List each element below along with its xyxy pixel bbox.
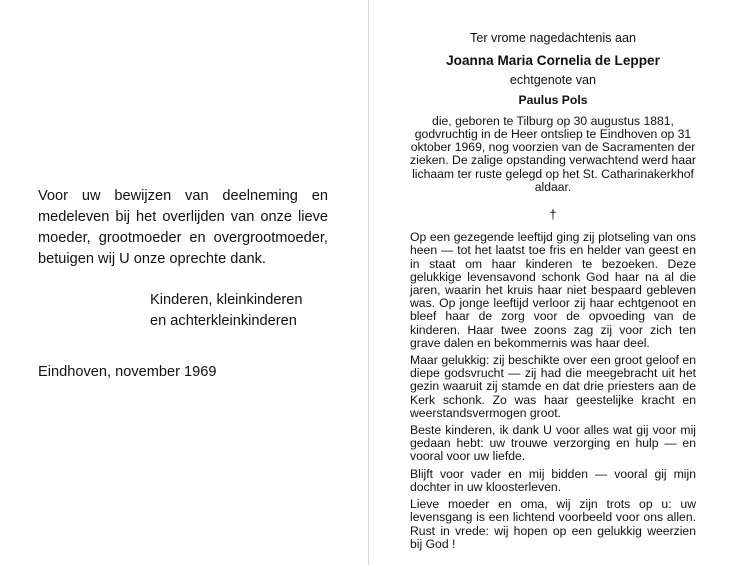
memorial-paragraph: Beste kinderen, ik dank U voor alles wat gij voor mij gedaan hebt: uw trouwe verzorging en hulp — en vooral voor uw liefde. [410,423,696,464]
signature-line-1: Kinderen, kleinkinderen [150,292,303,308]
cross-icon: † [549,207,557,223]
memorial-paragraph: Lieve moeder en oma, wij zijn trots op u: uw levensgang is een lichtend voorbeeld voor ons allen. Rust in vrede: wij hopen op een gelukkig weerzien bij God ! [410,497,696,551]
card-fold-divider [368,0,369,565]
memorial-paragraph: Blijft voor vader en mij bidden — vooral gij mijn dochter in uw kloosterleven. [410,466,696,494]
memory-heading: Ter vrome nagedachtenis aan [470,31,636,45]
signature-line-2: en achterkleinkinderen [150,313,297,329]
thank-you-text: Voor uw bewijzen van deelneming en medeleven bij het overlijden van onze lieve moeder, grootmoeder en overgrootmoeder, betuigen wij U onze oprechte dank. [38,188,328,267]
biography-text: die, geboren te Tilburg op 30 augustus 1881, godvruchtig in de Heer ontsliep te Eindhoven op 31 oktober 1969, nog voorzien van de Sacramenten der zieken. De zalige opstanding verwachtend werd haar lichaam ter ruste gelegd op het St. Catharinakerkhof aldaar. [410,113,696,194]
memorial-paragraph: Op een gezegende leeftijd ging zij plotseling van ons heen — tot het laatst toe fris en helder van geest en in staat om haar kinderen te bezoeken. Deze gelukkige levensavond schonk God haar na al die jaren, waarin het kruis haar niet bespaard gebleven was. Op jonge leeftijd verloor zij haar echtgenoot en bleef haar de zorg voor de opvoeding van de kinderen. Haar twee zoons zag zij voor zich ten grave dalen en bekommernis was haar deel. [410,230,696,350]
signature [150,290,328,332]
spouse-name: Paulus Pols [518,92,588,107]
thank-you-section [38,186,328,383]
place-date: Eindhoven, november 1969 [38,364,217,380]
memorial-paragraph: Maar gelukkig: zij beschikte over een groot geloof en diepe godsvrucht — zij had die meegebracht uit het gezin waaruit zij stamde en dat drie priesters aan de Kerk schonk. Zo was haar geestelijke kracht en weerstandsvermogen groot. [410,353,696,420]
spouse-label: echtgenote van [509,73,597,88]
deceased-name: Joanna Maria Cornelia de Lepper [446,53,660,69]
memorial-section [410,32,696,555]
